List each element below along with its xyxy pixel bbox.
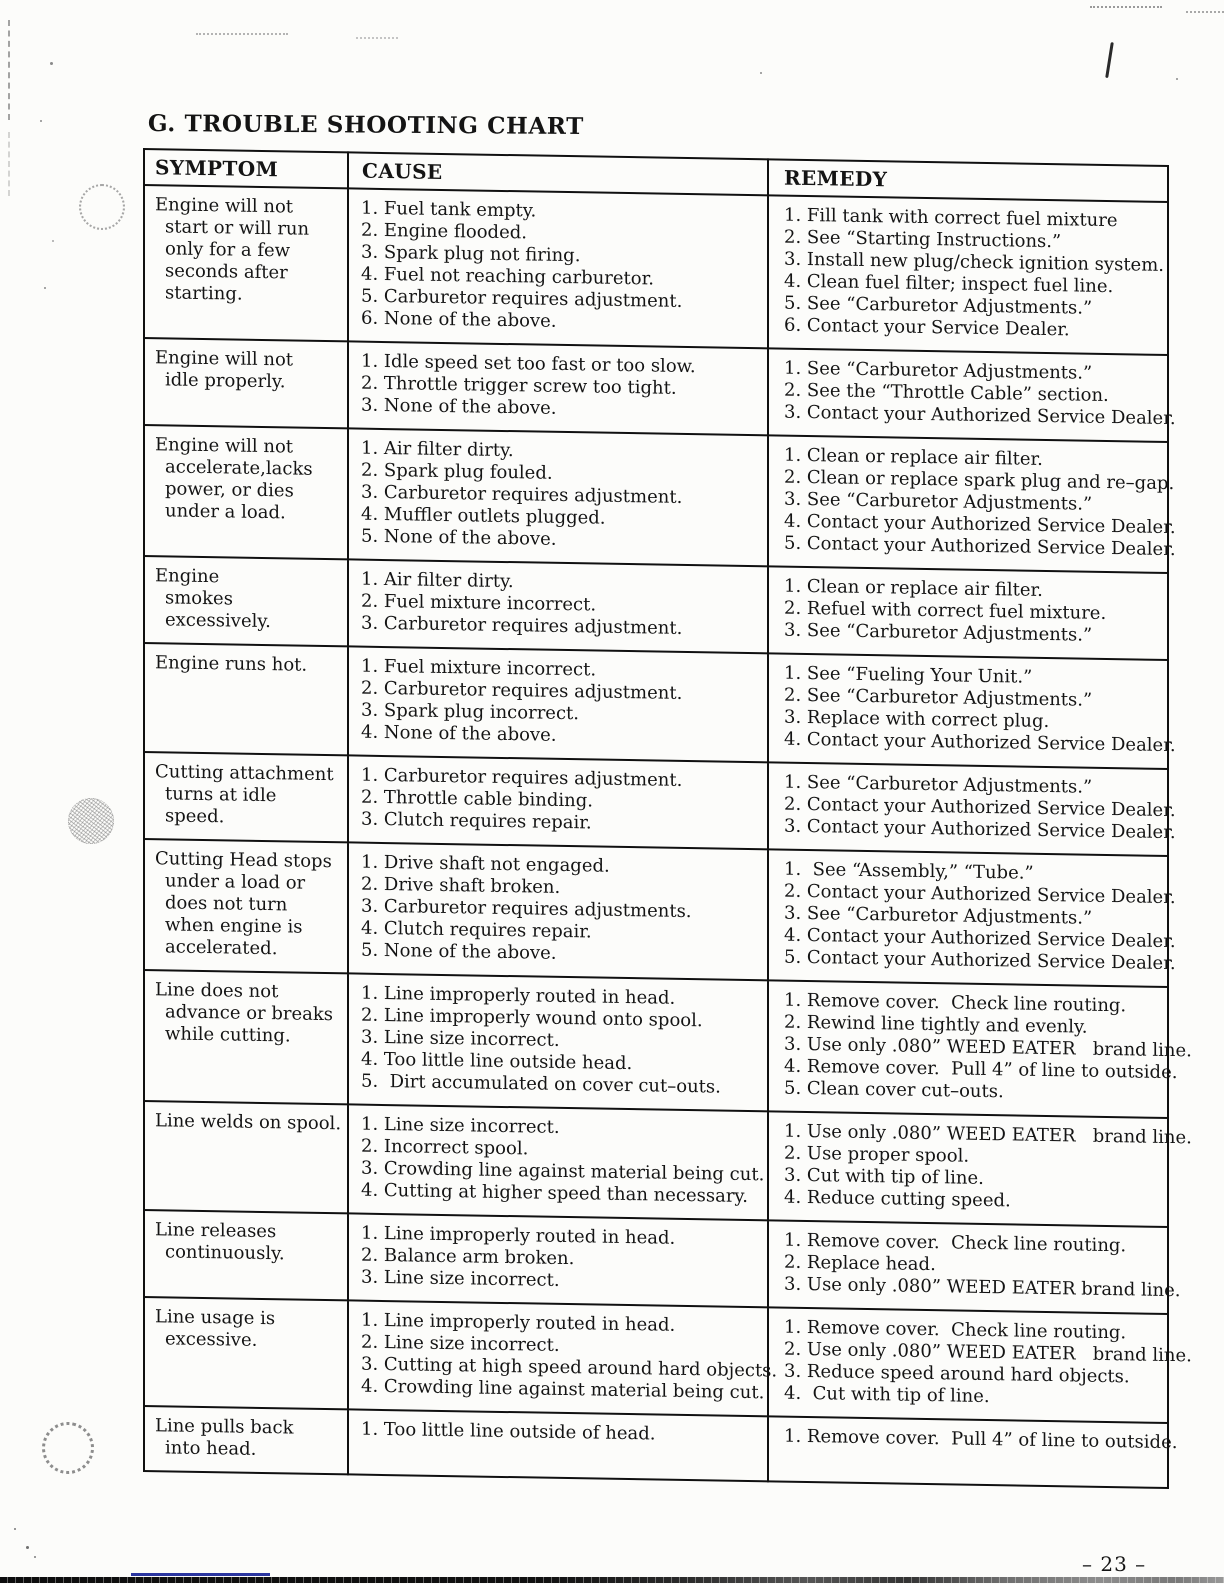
blue-underline-mark — [131, 1573, 270, 1576]
scan-speck — [52, 240, 54, 242]
cause-line: 4. None of the above. — [361, 721, 557, 746]
cause-line: 3. Crowding line against material being cut. — [361, 1157, 765, 1186]
column-header-cause: CAUSE — [348, 152, 768, 195]
cause-line: 1. Line improperly routed in head. — [361, 1222, 676, 1249]
symptom-line: starting. — [165, 282, 243, 305]
symptom-line: continuously. — [165, 1241, 285, 1265]
remedy-line: 4. Clean fuel filter; inspect fuel line. — [784, 270, 1114, 298]
scan-speck — [14, 1528, 16, 1530]
left-margin-scan-line — [8, 20, 10, 120]
cause-cell — [348, 188, 768, 348]
symptom-cell — [144, 1101, 348, 1213]
remedy-line: 5. Contact your Authorized Service Dealer. — [784, 946, 1176, 975]
cause-line: 6. None of the above. — [361, 307, 557, 332]
remedy-cell — [768, 653, 1176, 769]
remedy-line: 1. Remove cover. Check line routing. — [784, 1316, 1127, 1344]
cause-line: 2. Carburetor requires adjustment. — [361, 677, 683, 704]
cause-line: 4. Fuel not reaching carburetor. — [361, 263, 654, 290]
symptom-line: seconds after — [165, 260, 288, 284]
remedy-line: 3. Replace with correct plug. — [784, 706, 1050, 733]
symptom-cell — [144, 970, 348, 1104]
cause-cell — [348, 646, 768, 762]
cause-cell — [348, 1409, 768, 1481]
remedy-line: 6. Contact your Service Dealer. — [784, 314, 1070, 341]
remedy-line: 3. Contact your Authorized Service Dealer. — [784, 401, 1176, 430]
remedy-line: 3. Use only .080” WEED EATER brand line. — [784, 1273, 1181, 1302]
cause-line: 4. Muffler outlets plugged. — [361, 503, 606, 529]
symptom-cell — [144, 556, 348, 646]
symptom-cell — [144, 1406, 348, 1474]
symptom-cell — [144, 752, 348, 842]
remedy-cell — [768, 435, 1176, 573]
symptom-line: smokes — [165, 587, 233, 610]
table-row — [144, 556, 1168, 660]
symptom-line: Line pulls back — [155, 1415, 294, 1439]
trouble-shooting-table — [143, 148, 1192, 1489]
remedy-line: 5. See “Carburetor Adjustments.” — [784, 292, 1093, 319]
cause-line: 1. Idle speed set too fast or too slow. — [361, 350, 696, 378]
table-body — [144, 185, 1192, 1488]
symptom-line: Cutting Head stops — [155, 848, 332, 873]
cause-cell — [348, 428, 768, 566]
cause-line: 2. Fuel mixture incorrect. — [361, 590, 597, 616]
cause-line: 1. Fuel mixture incorrect. — [361, 655, 597, 681]
remedy-line: 1. See “Assembly,” “Tube.” — [784, 858, 1034, 884]
cause-line: 2. Engine flooded. — [361, 219, 527, 244]
remedy-line: 5. Clean cover cut–outs. — [784, 1077, 1004, 1103]
table-row — [144, 970, 1168, 1118]
symptom-line: excessive. — [165, 1328, 258, 1351]
remedy-cell — [768, 195, 1168, 355]
cause-line: 2. Balance arm broken. — [361, 1244, 575, 1270]
remedy-line: 4. Contact your Authorized Service Dealer. — [784, 728, 1176, 757]
remedy-line: 3. Reduce speed around hard objects. — [784, 1360, 1130, 1388]
remedy-line: 2. Use only .080” WEED EATER brand line. — [784, 1338, 1192, 1367]
symptom-line: Cutting attachment — [155, 761, 334, 786]
scan-dots-top-right-2 — [1186, 11, 1224, 13]
symptom-line: Engine — [155, 565, 220, 588]
remedy-line: 2. Use proper spool. — [784, 1142, 970, 1167]
cause-line: 2. Incorrect spool. — [361, 1135, 529, 1160]
cause-line: 2. Throttle trigger screw too tight. — [361, 372, 677, 399]
remedy-line: 2. Contact your Authorized Service Dealer. — [784, 880, 1176, 909]
remedy-cell — [768, 980, 1192, 1118]
cause-line: 1. Line improperly routed in head. — [361, 982, 676, 1009]
symptom-line: does not turn — [165, 892, 288, 916]
table-row — [144, 839, 1168, 987]
cause-line: 5. Carburetor requires adjustment. — [361, 285, 683, 312]
cause-line: 3. Cutting at high speed around hard objects. — [361, 1353, 778, 1382]
remedy-line: 2. Rewind line tightly and evenly. — [784, 1011, 1088, 1038]
remedy-line: 1. Remove cover. Check line routing. — [784, 1229, 1127, 1257]
remedy-line: 3. Install new plug/check ignition system. — [784, 248, 1164, 276]
cause-line: 1. Fuel tank empty. — [361, 197, 537, 222]
remedy-line: 2. See “Starting Instructions.” — [784, 226, 1062, 253]
symptom-line: accelerate,lacks — [165, 456, 313, 480]
cause-line: 2. Line size incorrect. — [361, 1331, 560, 1356]
scan-dots-top-left-2 — [356, 37, 398, 39]
table-row — [144, 752, 1168, 856]
symptom-line: start or will run — [165, 216, 310, 240]
scan-speck — [34, 1556, 36, 1558]
remedy-cell — [768, 1111, 1192, 1227]
page-number: – 23 – — [1082, 1552, 1147, 1576]
cause-line: 3. Clutch requires repair. — [361, 808, 592, 834]
cause-line: 1. Carburetor requires adjustment. — [361, 764, 683, 791]
cause-line: 4. Too little line outside head. — [361, 1048, 633, 1075]
symptom-line: Line usage is — [155, 1306, 276, 1330]
remedy-line: 2. Refuel with correct fuel mixture. — [784, 597, 1107, 624]
remedy-line: 1. Remove cover. Pull 4” of line to outside. — [784, 1425, 1178, 1454]
symptom-line: Engine will not — [155, 347, 294, 371]
symptom-line: under a load or — [165, 870, 306, 894]
symptom-line: advance or breaks — [165, 1001, 334, 1026]
symptom-line: only for a few — [165, 238, 291, 262]
table-row — [144, 338, 1168, 442]
cause-line: 5. Dirt accumulated on cover cut–outs. — [361, 1070, 721, 1098]
cause-line: 5. None of the above. — [361, 525, 557, 550]
cause-line: 4. Clutch requires repair. — [361, 917, 592, 943]
symptom-line: Line welds on spool. — [155, 1110, 342, 1135]
symptom-line: when engine is — [165, 914, 303, 938]
symptom-cell — [144, 1297, 348, 1409]
remedy-line: 2. Replace head. — [784, 1251, 936, 1276]
cause-line: 3. Carburetor requires adjustment. — [361, 481, 683, 508]
hole-punch-mark-middle — [68, 798, 114, 844]
table-row — [144, 643, 1168, 769]
remedy-line: 1. Clean or replace air filter. — [784, 444, 1043, 470]
remedy-line: 5. Contact your Authorized Service Dealer. — [784, 532, 1176, 561]
scan-dots-top-left — [196, 33, 288, 35]
cause-cell — [348, 755, 768, 849]
symptom-cell — [144, 1210, 348, 1300]
remedy-cell — [768, 566, 1168, 660]
cause-line: 2. Spark plug fouled. — [361, 459, 553, 484]
bottom-scan-edge-bar — [0, 1577, 1224, 1583]
scan-speck — [760, 72, 762, 74]
remedy-line: 1. See “Carburetor Adjustments.” — [784, 357, 1093, 384]
symptom-cell — [144, 185, 348, 341]
remedy-line: 3. See “Carburetor Adjustments.” — [784, 488, 1093, 515]
cause-line: 2. Drive shaft broken. — [361, 873, 561, 898]
remedy-cell — [768, 849, 1176, 987]
cause-line: 2. Line improperly wound onto spool. — [361, 1004, 703, 1032]
cause-line: 4. Cutting at higher speed than necessary. — [361, 1179, 748, 1208]
column-header-symptom: SYMPTOM — [144, 149, 348, 188]
page-title: G. TROUBLE SHOOTING CHART — [147, 110, 584, 141]
symptom-line: while cutting. — [165, 1023, 291, 1047]
remedy-line: 3. Cut with tip of line. — [784, 1164, 984, 1189]
remedy-line: 2. See “Carburetor Adjustments.” — [784, 684, 1093, 711]
cause-line: 1. Air filter dirty. — [361, 568, 514, 593]
cause-line: 3. Spark plug incorrect. — [361, 699, 579, 725]
symptom-line: Line releases — [155, 1219, 277, 1243]
remedy-line: 1. Remove cover. Check line routing. — [784, 989, 1127, 1017]
cause-line: 1. Drive shaft not engaged. — [361, 851, 610, 877]
remedy-cell — [768, 1416, 1178, 1488]
symptom-line: under a load. — [165, 500, 286, 524]
cause-line: 3. Carburetor requires adjustments. — [361, 895, 692, 923]
remedy-cell — [768, 1307, 1192, 1423]
remedy-line: 1. Use only .080” WEED EATER brand line. — [784, 1120, 1192, 1149]
cause-line: 5. None of the above. — [361, 939, 557, 964]
remedy-line: 4. Reduce cutting speed. — [784, 1186, 1011, 1212]
cause-line: 1. Too little line outside of head. — [361, 1418, 656, 1445]
symptom-line: speed. — [165, 805, 225, 828]
cause-line: 3. Spark plug not firing. — [361, 241, 581, 267]
remedy-line: 4. Contact your Authorized Service Dealer. — [784, 924, 1176, 953]
cause-line: 1. Air filter dirty. — [361, 437, 514, 462]
remedy-line: 1. See “Fueling Your Unit.” — [784, 662, 1033, 688]
scan-dots-top-right — [1090, 6, 1162, 8]
scan-speck — [40, 120, 42, 122]
remedy-line: 2. Contact your Authorized Service Dealer. — [784, 793, 1176, 822]
table-row — [144, 1101, 1168, 1227]
hole-punch-mark-bottom — [37, 1417, 99, 1479]
symptom-line: turns at idle — [165, 783, 277, 807]
scan-speck — [44, 287, 46, 289]
table-row — [144, 1297, 1168, 1423]
remedy-line: 1. Clean or replace air filter. — [784, 575, 1043, 601]
remedy-cell — [768, 762, 1176, 856]
cause-cell — [348, 341, 768, 435]
cause-line: 3. Carburetor requires adjustment. — [361, 612, 683, 639]
cause-cell — [348, 842, 768, 980]
symptom-line: power, or dies — [165, 478, 294, 502]
remedy-line: 3. See “Carburetor Adjustments.” — [784, 902, 1093, 929]
symptom-cell — [144, 425, 348, 559]
symptom-line: Engine will not — [155, 194, 294, 218]
remedy-line: 1. See “Carburetor Adjustments.” — [784, 771, 1093, 798]
symptom-line: idle properly. — [165, 369, 286, 393]
slash-pen-mark — [1105, 42, 1113, 78]
symptom-line: into head. — [165, 1437, 257, 1460]
remedy-line: 4. Remove cover. Pull 4” of line to outside. — [784, 1055, 1178, 1084]
cause-cell — [348, 559, 768, 653]
symptom-line: Engine will not — [155, 434, 294, 458]
symptom-cell — [144, 643, 348, 755]
symptom-cell — [144, 338, 348, 428]
scan-speck — [26, 1546, 29, 1549]
scan-speck — [50, 62, 53, 65]
cause-line: 2. Throttle cable binding. — [361, 786, 593, 812]
symptom-line: excessively. — [165, 609, 271, 633]
remedy-line: 2. See the “Throttle Cable” section. — [784, 379, 1109, 407]
remedy-cell — [768, 348, 1176, 442]
cause-line: 3. Line size incorrect. — [361, 1026, 560, 1051]
scan-speck — [1176, 78, 1178, 80]
cause-line: 4. Crowding line against material being cut. — [361, 1375, 765, 1404]
symptom-line: accelerated. — [165, 936, 278, 960]
table-row — [144, 425, 1168, 573]
remedy-line: 3. See “Carburetor Adjustments.” — [784, 619, 1093, 646]
remedy-cell — [768, 1220, 1181, 1314]
symptom-cell — [144, 839, 348, 973]
column-header-remedy: REMEDY — [768, 159, 1168, 202]
symptom-line: Engine runs hot. — [155, 652, 308, 676]
remedy-line: 2. Clean or replace spark plug and re–gap. — [784, 466, 1175, 495]
cause-line: 1. Line size incorrect. — [361, 1113, 560, 1138]
cause-line: 3. Line size incorrect. — [361, 1266, 560, 1291]
symptom-line: Line does not — [155, 979, 279, 1003]
remedy-line: 3. Use only .080” WEED EATER brand line. — [784, 1033, 1192, 1062]
hole-punch-mark-top — [79, 184, 125, 230]
remedy-line: 4. Contact your Authorized Service Dealer. — [784, 510, 1176, 539]
cause-cell — [348, 1300, 778, 1416]
table-row — [144, 185, 1168, 355]
cause-line: 1. Line improperly routed in head. — [361, 1309, 676, 1336]
table-row — [144, 1210, 1168, 1314]
remedy-line: 1. Fill tank with correct fuel mixture — [784, 204, 1118, 232]
cause-cell — [348, 1213, 768, 1307]
cause-cell — [348, 973, 768, 1111]
cause-line: 3. None of the above. — [361, 394, 557, 419]
remedy-line: 3. Contact your Authorized Service Dealer. — [784, 815, 1176, 844]
remedy-line: 4. Cut with tip of line. — [784, 1382, 990, 1408]
left-margin-scan-line-faint — [8, 132, 10, 196]
cause-cell — [348, 1104, 768, 1220]
